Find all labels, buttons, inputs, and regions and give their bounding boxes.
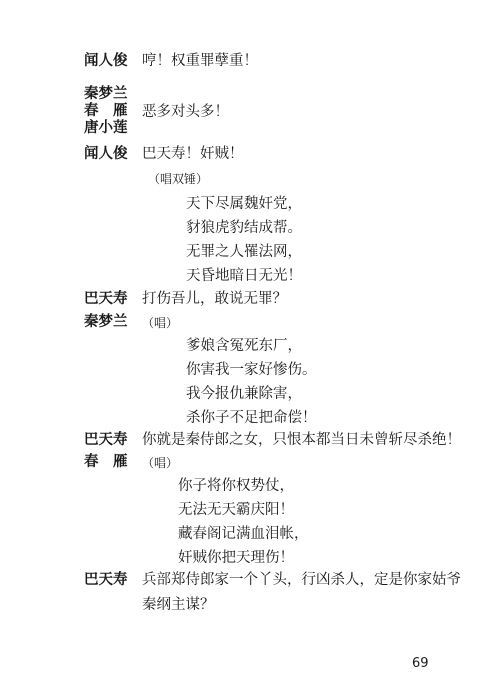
verse-line: 你害我一家好惨伤。	[186, 362, 317, 378]
dialogue-line: 哼！权重罪孽重！	[142, 53, 258, 69]
stage-direction: （唱）	[142, 316, 179, 330]
speaker-chun-yan: 春 雁	[84, 453, 128, 470]
speaker-ba-tianshou: 巴天寿	[84, 571, 128, 588]
dialogue-line: 兵部郑侍郎家一个丫头，行凶杀人，定是你家姑爷	[142, 572, 461, 588]
speaker-ba-tianshou: 巴天寿	[84, 290, 128, 307]
stage-direction: （唱）	[142, 456, 179, 470]
dialogue-line: 打伤吾儿，敢说无罪？	[142, 291, 287, 307]
verse-line: 你子将你权势仗，	[178, 478, 294, 494]
speaker-qin-menglan: 秦梦兰	[84, 313, 128, 330]
verse-line: 藏春阁记满血泪帐，	[178, 526, 309, 542]
speaker-group	[84, 85, 128, 136]
speaker-wen-renjun: 闻人俊	[84, 52, 128, 69]
verse-line: 爹娘含冤死东厂，	[186, 338, 302, 354]
speaker-qin-menglan: 秦梦兰	[84, 85, 128, 102]
speaker-ba-tianshou: 巴天寿	[84, 431, 128, 448]
verse-line: 奸贼你把天理伤！	[178, 550, 294, 566]
dialogue-line: 巴天寿！奸贼！	[142, 146, 244, 162]
verse-line: 天昏地暗日无光！	[186, 268, 302, 284]
dialogue-line: 恶多对头多！	[142, 104, 229, 120]
verse-line: 天下尽属魏奸党，	[186, 196, 302, 212]
dialogue-line-continued: 秦纲主谋？	[142, 597, 215, 613]
verse-line: 豺狼虎豹结成帮。	[186, 220, 302, 236]
speaker-tang-xiaolian: 唐小莲	[84, 119, 128, 136]
speaker-wen-renjun: 闻人俊	[84, 145, 128, 162]
stage-direction: （唱双锤）	[148, 172, 209, 186]
page-number: 69	[412, 656, 429, 671]
speaker-chun-yan: 春 雁	[84, 102, 128, 119]
verse-line: 无法无天霸庆阳！	[178, 502, 294, 518]
verse-line: 我今报仇兼除害，	[186, 386, 302, 402]
verse-line: 杀你子不足把命偿！	[186, 410, 317, 426]
dialogue-line: 你就是秦侍郎之女，只恨本都当日未曾斩尽杀绝！	[142, 432, 461, 448]
verse-line: 无罪之人罹法网，	[186, 244, 302, 260]
